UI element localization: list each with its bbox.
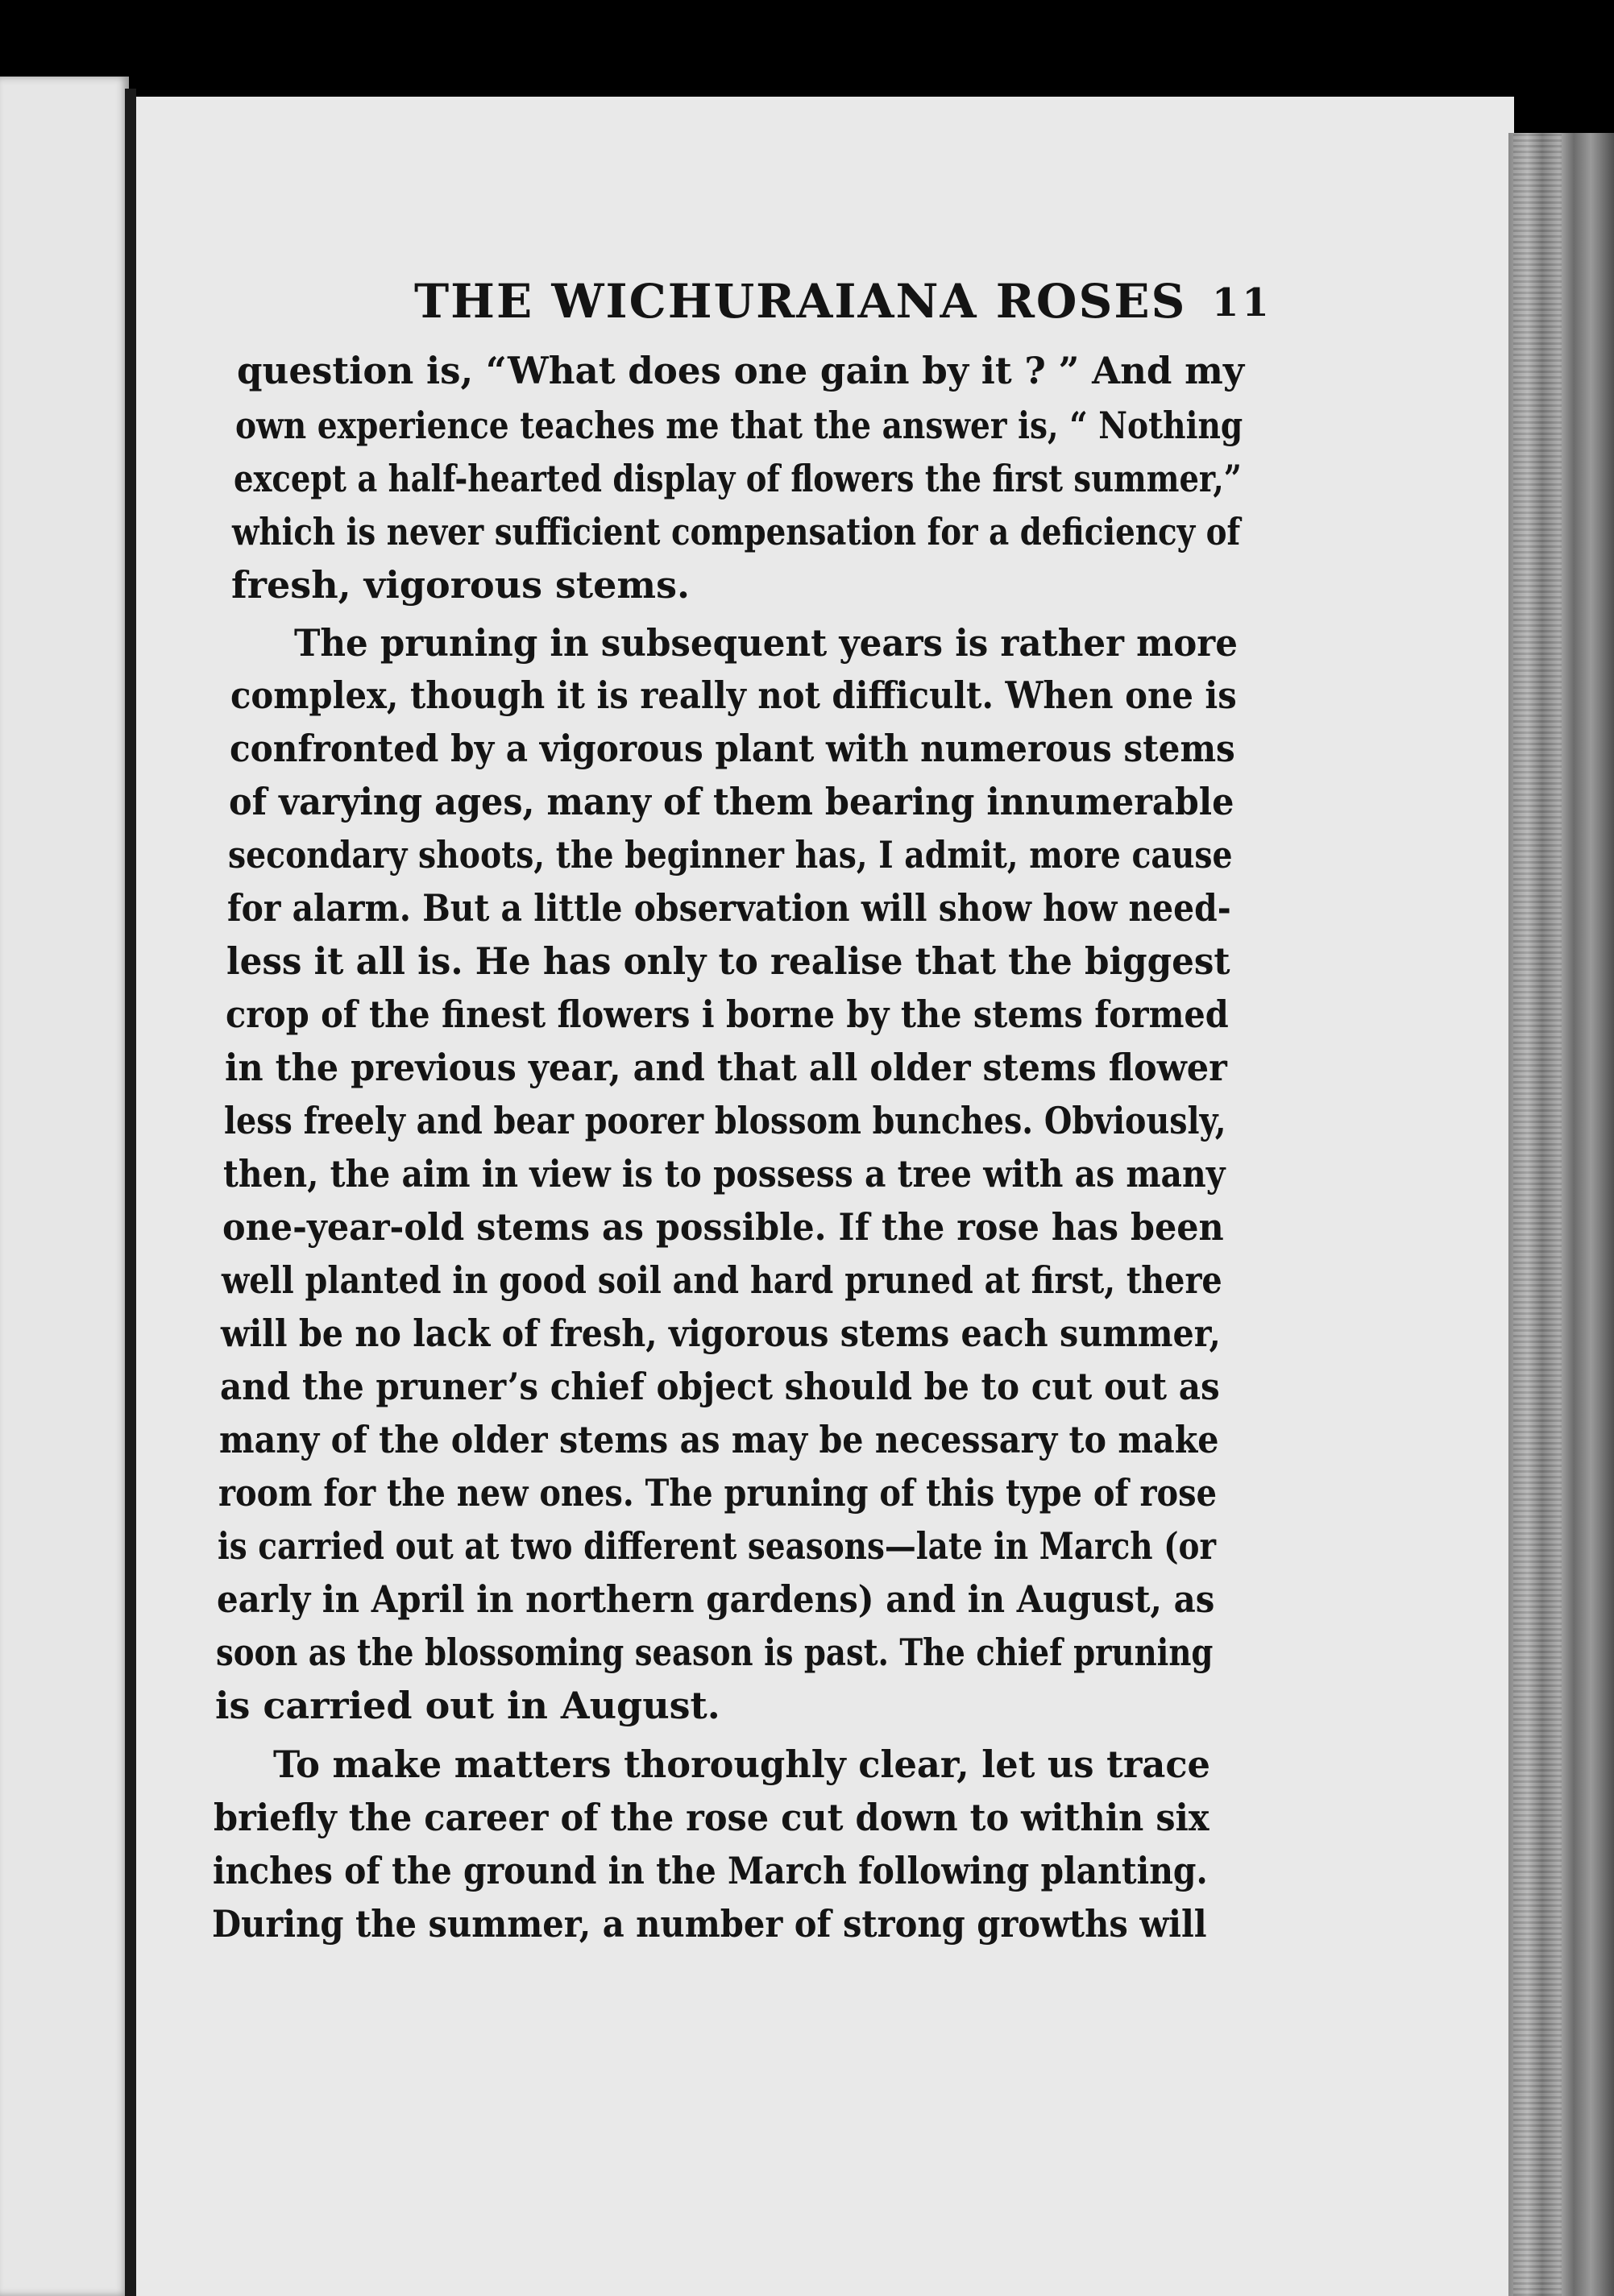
text-line: During the summer, a number of strong growths will [212, 1902, 1207, 1946]
facing-page-edge [0, 77, 129, 2296]
text-line: confronted by a vigorous plant with numerous stems [230, 727, 1235, 770]
text-line: for alarm. But a little observation will show how need- [227, 886, 1231, 930]
text-line: except a half-hearted display of flowers the first summer,” [234, 457, 1242, 500]
text-line: in the previous year, and that all older stems flower [225, 1046, 1227, 1089]
text-line: well planted in good soil and hard pruned at first, there [222, 1258, 1222, 1302]
text-line: is carried out in August. [215, 1684, 720, 1727]
text-line: fresh, vigorous stems. [231, 563, 690, 607]
text-line: less it all is. He has only to realise that the biggest [226, 939, 1230, 983]
page-stack-texture [1513, 133, 1562, 2296]
running-head: THE WICHURAIANA ROSES [414, 274, 1187, 329]
page-number: 11 [1212, 280, 1272, 325]
text-line: is carried out at two different seasons—late in March (or [218, 1524, 1217, 1568]
book-page [136, 97, 1514, 2296]
text-line: To make matters thoroughly clear, let us trace [273, 1743, 1211, 1786]
text-line: own experience teaches me that the answer is, “ Nothing [235, 404, 1243, 447]
book-gutter [125, 89, 136, 2296]
text-line: complex, though it is really not difficult. When one is [230, 673, 1237, 717]
text-line: briefly the career of the rose cut down to within six [214, 1796, 1209, 1839]
text-line: less freely and bear poorer blossom bunches. Obviously, [224, 1099, 1226, 1142]
text-line: then, the aim in view is to possess a tree with as many [223, 1152, 1226, 1196]
text-line: The pruning in subsequent years is rather more [294, 621, 1238, 665]
text-line: question is, “What does one gain by it ? ” And my [237, 349, 1245, 392]
text-line: many of the older stems as may be necessary to make [219, 1418, 1219, 1461]
text-line: secondary shoots, the beginner has, I admit, more cause [228, 833, 1233, 877]
text-line: inches of the ground in the March following planting. [213, 1849, 1208, 1892]
text-line: will be no lack of fresh, vigorous stems each summer, [221, 1312, 1221, 1355]
text-line: crop of the finest flowers i borne by the stems formed [226, 993, 1229, 1036]
text-line: of varying ages, many of them bearing innumerable [229, 780, 1234, 823]
text-line: and the pruner’s chief object should be to cut out as [220, 1365, 1220, 1408]
page-text [136, 97, 1514, 2296]
text-line: early in April in northern gardens) and in August, as [217, 1577, 1215, 1621]
text-line: one-year-old stems as possible. If the rose has been [222, 1205, 1224, 1249]
text-line: soon as the blossoming season is past. The chief pruning [216, 1631, 1214, 1674]
text-line: room for the new ones. The pruning of this type of rose [218, 1471, 1217, 1515]
text-line: which is never sufficient compensation for a deficiency of [232, 510, 1241, 553]
